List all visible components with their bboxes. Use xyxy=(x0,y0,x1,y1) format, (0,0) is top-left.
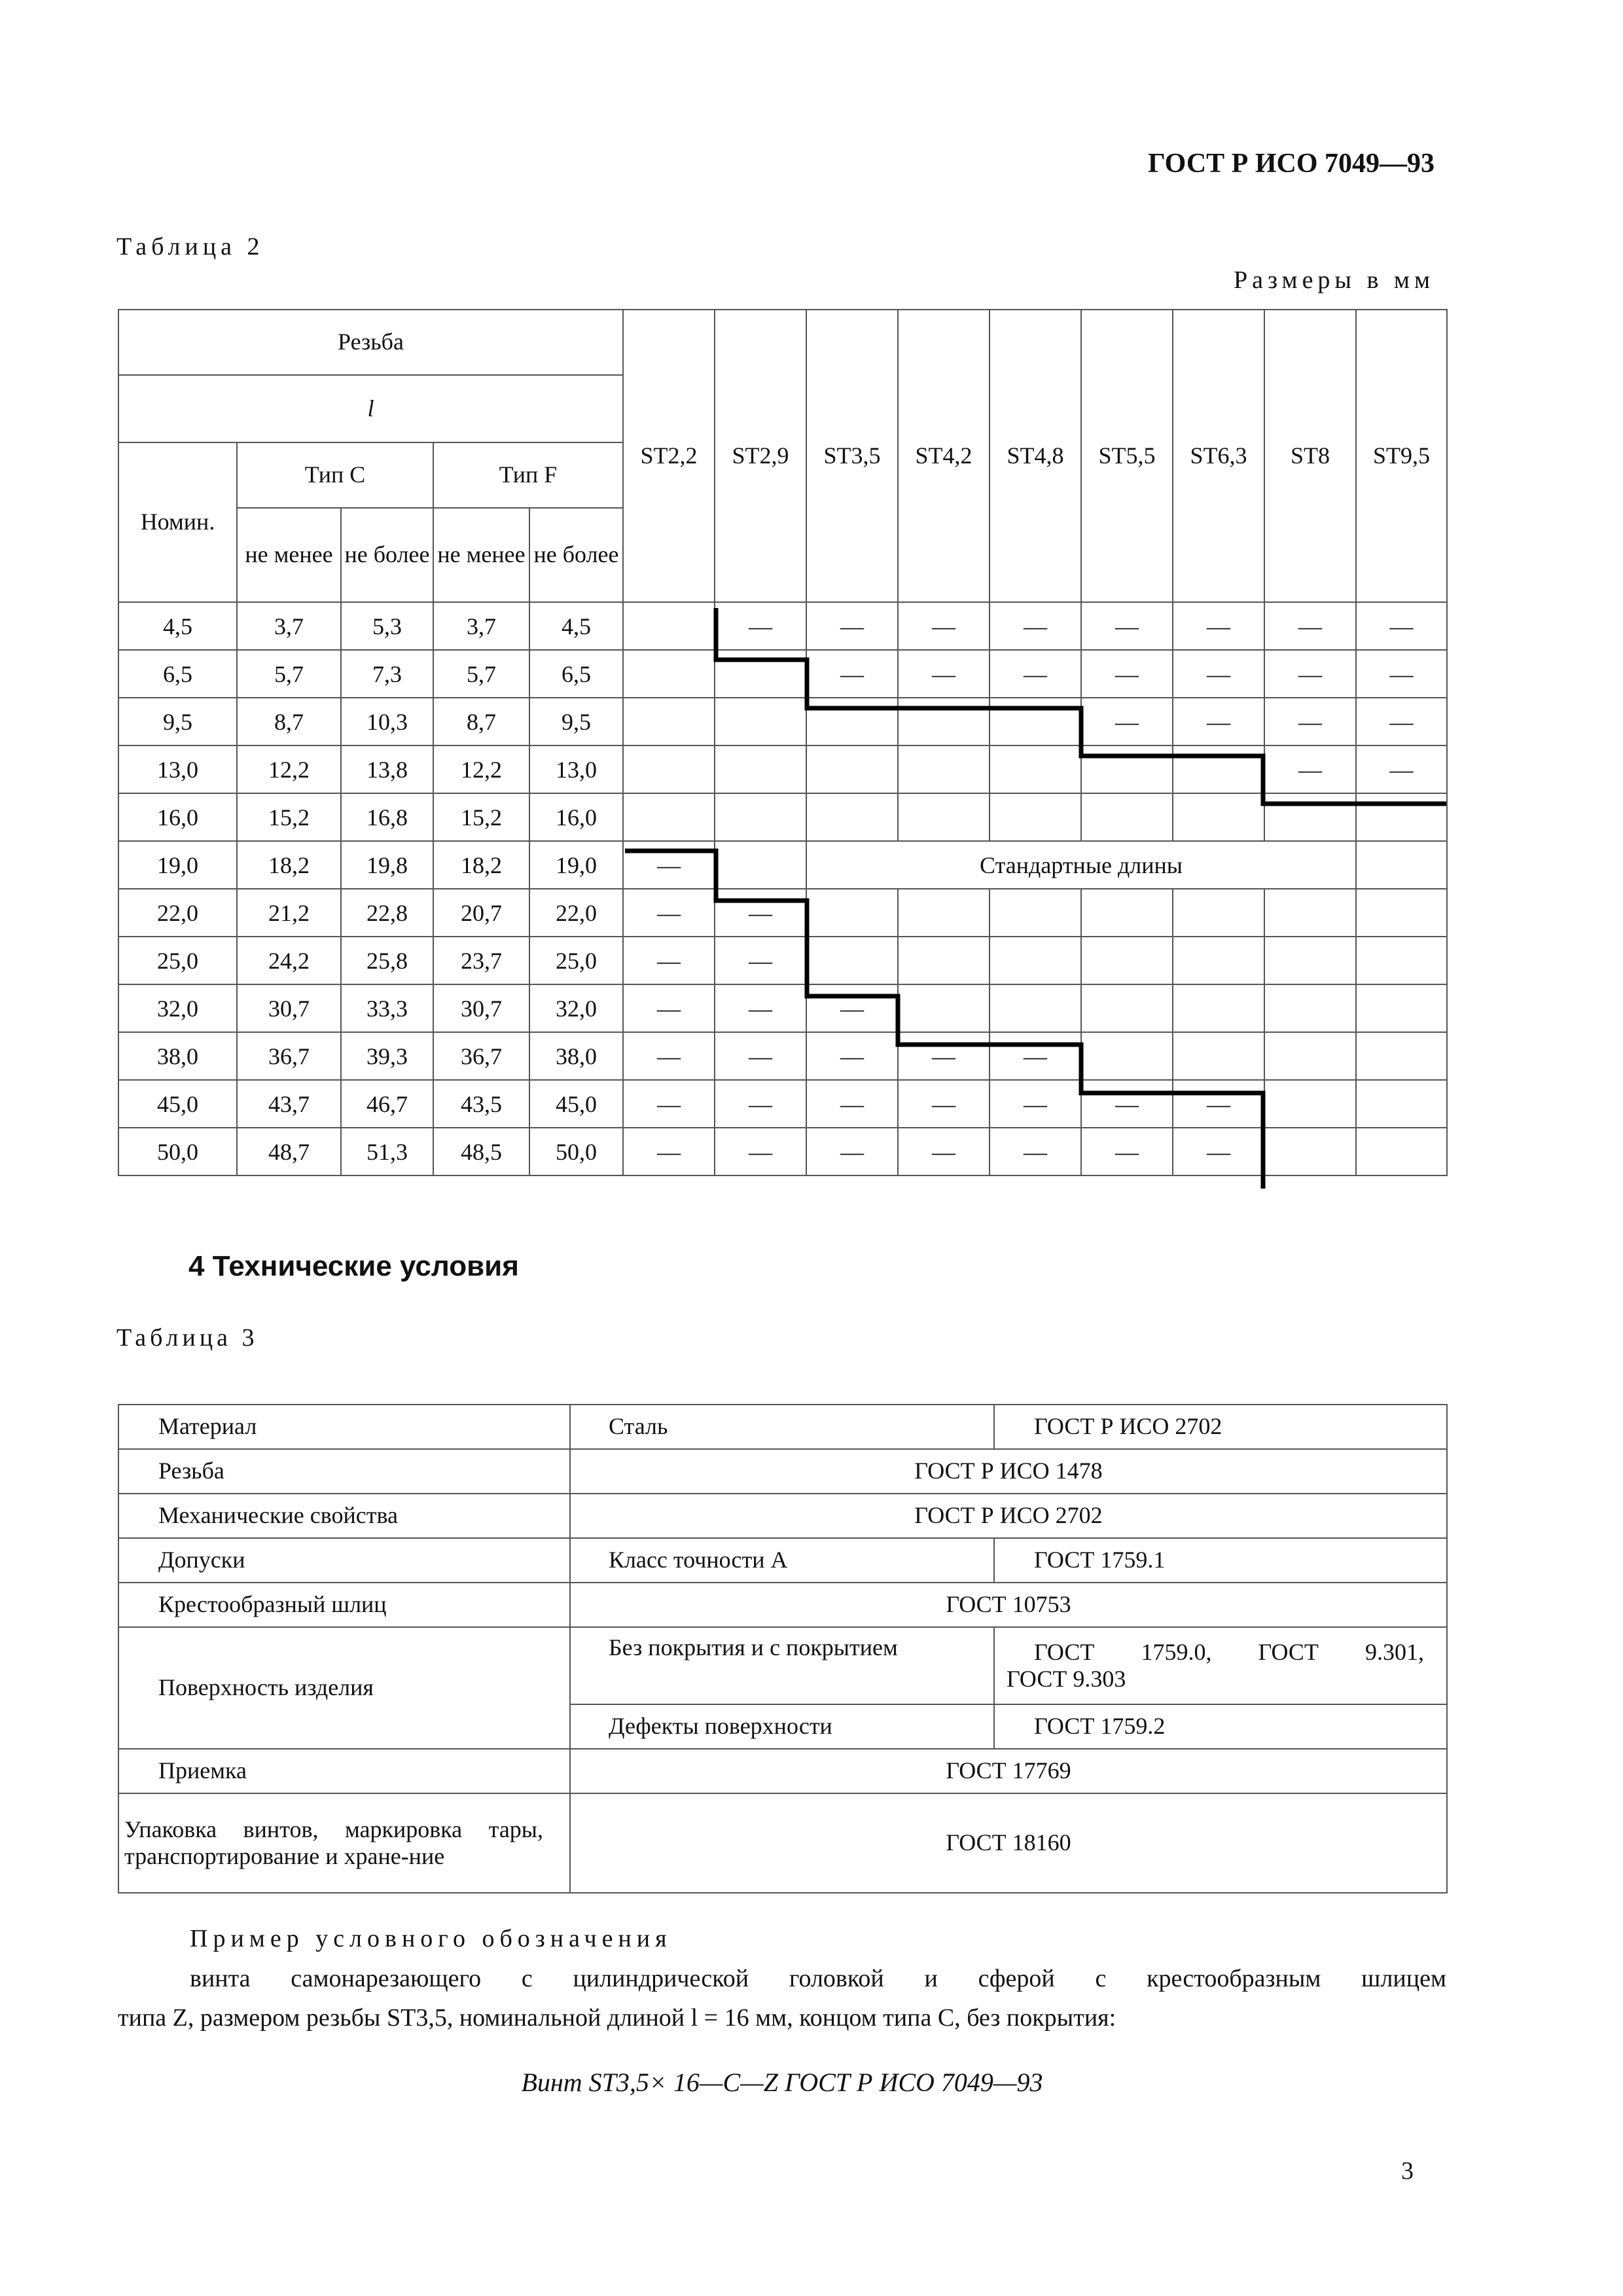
matrix-cell xyxy=(990,793,1081,841)
matrix-cell xyxy=(1356,1080,1447,1128)
table-row xyxy=(118,793,1447,841)
length-limit: 15,2 xyxy=(433,793,529,841)
matrix-cell: — xyxy=(898,1080,990,1128)
matrix-cell xyxy=(806,745,898,793)
table-row xyxy=(118,1627,1447,1704)
matrix-cell: — xyxy=(715,984,806,1032)
matrix-cell: — xyxy=(1081,698,1173,745)
table-row xyxy=(118,1749,1447,1793)
matrix-cell xyxy=(1264,937,1356,984)
matrix-cell: — xyxy=(1356,650,1447,698)
section-title: 4 Технические условия xyxy=(188,1250,519,1282)
matrix-cell xyxy=(990,745,1081,793)
length-limit: 19,8 xyxy=(341,841,433,889)
example-text xyxy=(118,1959,1446,2037)
length-limit: 18,2 xyxy=(433,841,529,889)
matrix-cell xyxy=(990,937,1081,984)
length-limit: 22,8 xyxy=(341,889,433,937)
matrix-cell: — xyxy=(806,1080,898,1128)
row-label: Механические свойства xyxy=(118,1494,570,1538)
matrix-cell xyxy=(715,841,806,889)
matrix-cell xyxy=(990,984,1081,1032)
length-limit: 20,7 xyxy=(433,889,529,937)
table-row xyxy=(118,1032,1447,1080)
row-standard: ГОСТ 10753 xyxy=(570,1583,1447,1627)
matrix-cell: — xyxy=(1173,1080,1264,1128)
matrix-cell: — xyxy=(1173,602,1264,650)
max-header: не более xyxy=(341,508,433,602)
matrix-cell xyxy=(898,937,990,984)
matrix-cell: — xyxy=(806,602,898,650)
table-row xyxy=(118,698,1447,745)
row-label: Поверхность изделия xyxy=(118,1627,570,1749)
matrix-cell xyxy=(898,745,990,793)
row-value: Класс точности А xyxy=(570,1538,994,1583)
matrix-cell: — xyxy=(1264,745,1356,793)
matrix-cell xyxy=(1264,1080,1356,1128)
example-line1: винта самонарезающего с цилиндрической головкой и сферой с крестообразным шлицем xyxy=(190,1965,1446,1992)
length-limit: 16,8 xyxy=(341,793,433,841)
length-header: l xyxy=(118,375,623,442)
length-limit: 4,5 xyxy=(529,602,623,650)
matrix-cell xyxy=(898,889,990,937)
thread-header: Резьба xyxy=(118,310,623,375)
table-row xyxy=(118,1494,1447,1538)
matrix-cell xyxy=(990,889,1081,937)
row-value: Сталь xyxy=(570,1405,994,1449)
nominal-length: 32,0 xyxy=(118,984,237,1032)
length-limit: 5,7 xyxy=(433,650,529,698)
matrix-cell: — xyxy=(1356,602,1447,650)
length-limit: 39,3 xyxy=(341,1032,433,1080)
matrix-cell: — xyxy=(1264,602,1356,650)
col-header: ST5,5 xyxy=(1081,310,1173,602)
matrix-cell xyxy=(1081,1032,1173,1080)
matrix-cell: — xyxy=(715,602,806,650)
length-limit: 6,5 xyxy=(529,650,623,698)
pack-label-text: Упаковка винтов, маркировка тары, транспортирование и хране-ние xyxy=(124,1816,543,1869)
length-limit: 23,7 xyxy=(433,937,529,984)
nominal-length: 6,5 xyxy=(118,650,237,698)
matrix-cell xyxy=(1173,1032,1264,1080)
col-header: ST4,8 xyxy=(990,310,1081,602)
table-row xyxy=(118,1538,1447,1583)
matrix-cell: — xyxy=(623,1080,715,1128)
matrix-cell xyxy=(1356,937,1447,984)
matrix-cell xyxy=(1173,745,1264,793)
example-heading: Пример условного обозначения xyxy=(190,1925,672,1952)
matrix-cell: — xyxy=(1173,1128,1264,1175)
matrix-cell: — xyxy=(715,937,806,984)
row-standard: ГОСТ Р ИСО 2702 xyxy=(570,1494,1447,1538)
nominal-length: 50,0 xyxy=(118,1128,237,1175)
matrix-cell xyxy=(623,745,715,793)
table2-caption: Таблица 2 xyxy=(116,233,264,260)
length-limit: 19,0 xyxy=(529,841,623,889)
matrix-cell: — xyxy=(715,1128,806,1175)
table-row xyxy=(118,602,1447,650)
row-standard: ГОСТ Р ИСО 1478 xyxy=(570,1449,1447,1494)
example-line2: типа Z, размером резьбы ST3,5, номинальной длиной l = 16 мм, концом типа С, без покрытия: xyxy=(118,2004,1116,2032)
designation-example: Винт ST3,5× 16—С—Z ГОСТ Р ИСО 7049—93 xyxy=(521,2068,1043,2097)
length-limit: 46,7 xyxy=(341,1080,433,1128)
col-header: ST8 xyxy=(1264,310,1356,602)
length-limit: 22,0 xyxy=(529,889,623,937)
matrix-cell xyxy=(1081,984,1173,1032)
matrix-cell: — xyxy=(623,841,715,889)
matrix-cell: — xyxy=(898,1032,990,1080)
length-limit: 43,5 xyxy=(433,1080,529,1128)
row-standard: ГОСТ 17769 xyxy=(570,1749,1447,1793)
length-limit: 33,3 xyxy=(341,984,433,1032)
length-limit: 38,0 xyxy=(529,1032,623,1080)
standard-lengths-label: Стандартные длины xyxy=(806,841,1356,889)
row-standard xyxy=(994,1627,1447,1704)
matrix-cell: — xyxy=(715,889,806,937)
matrix-cell: — xyxy=(1264,698,1356,745)
table2-units: Размеры в мм xyxy=(1234,266,1435,294)
length-limit: 18,2 xyxy=(237,841,341,889)
length-limit: 50,0 xyxy=(529,1128,623,1175)
nominal-length: 13,0 xyxy=(118,745,237,793)
matrix-cell: — xyxy=(623,1032,715,1080)
matrix-cell: — xyxy=(806,1128,898,1175)
type-f-header: Тип F xyxy=(433,442,623,508)
length-limit: 21,2 xyxy=(237,889,341,937)
matrix-cell: — xyxy=(715,1032,806,1080)
nominal-length: 45,0 xyxy=(118,1080,237,1128)
matrix-cell: — xyxy=(623,1128,715,1175)
matrix-cell xyxy=(715,698,806,745)
nominal-header: Номин. xyxy=(118,442,237,602)
matrix-cell: — xyxy=(623,984,715,1032)
col-header: ST9,5 xyxy=(1356,310,1447,602)
length-limit: 45,0 xyxy=(529,1080,623,1128)
matrix-cell: — xyxy=(623,889,715,937)
length-limit: 24,2 xyxy=(237,937,341,984)
length-limit: 9,5 xyxy=(529,698,623,745)
matrix-cell xyxy=(1356,793,1447,841)
coating-standard-line1: ГОСТ 1759.0, ГОСТ 9.301, xyxy=(1034,1638,1424,1665)
matrix-cell: — xyxy=(1264,650,1356,698)
table-row xyxy=(118,984,1447,1032)
matrix-cell: — xyxy=(990,1032,1081,1080)
length-limit: 36,7 xyxy=(433,1032,529,1080)
length-limit: 48,5 xyxy=(433,1128,529,1175)
table-row xyxy=(118,889,1447,937)
length-limit: 8,7 xyxy=(433,698,529,745)
length-limit: 13,8 xyxy=(341,745,433,793)
row-value: Дефекты поверхности xyxy=(570,1704,994,1749)
nominal-length: 16,0 xyxy=(118,793,237,841)
matrix-cell: — xyxy=(898,650,990,698)
row-standard: ГОСТ 1759.2 xyxy=(994,1704,1447,1749)
length-limit: 12,2 xyxy=(433,745,529,793)
matrix-cell xyxy=(806,889,898,937)
nominal-length: 4,5 xyxy=(118,602,237,650)
nominal-length: 38,0 xyxy=(118,1032,237,1080)
table3 xyxy=(118,1404,1448,1893)
matrix-cell xyxy=(1356,984,1447,1032)
length-limit: 43,7 xyxy=(237,1080,341,1128)
matrix-cell xyxy=(1356,1032,1447,1080)
matrix-cell: — xyxy=(1081,1080,1173,1128)
length-limit: 3,7 xyxy=(433,602,529,650)
matrix-cell xyxy=(898,698,990,745)
coating-standard-line2: ГОСТ 9.303 xyxy=(1007,1666,1126,1692)
length-limit: 16,0 xyxy=(529,793,623,841)
matrix-cell xyxy=(715,745,806,793)
matrix-cell: — xyxy=(1356,698,1447,745)
matrix-cell xyxy=(623,650,715,698)
row-label: Приемка xyxy=(118,1749,570,1793)
matrix-cell xyxy=(1081,793,1173,841)
page-number: 3 xyxy=(1401,2157,1414,2185)
row-label: Резьба xyxy=(118,1449,570,1494)
length-limit: 5,7 xyxy=(237,650,341,698)
length-limit: 30,7 xyxy=(433,984,529,1032)
length-limit: 25,8 xyxy=(341,937,433,984)
length-limit: 12,2 xyxy=(237,745,341,793)
length-limit: 7,3 xyxy=(341,650,433,698)
matrix-cell xyxy=(1356,841,1447,889)
col-header: ST2,9 xyxy=(715,310,806,602)
nominal-length: 9,5 xyxy=(118,698,237,745)
matrix-cell: — xyxy=(623,937,715,984)
length-limit: 3,7 xyxy=(237,602,341,650)
matrix-cell xyxy=(1264,793,1356,841)
matrix-cell xyxy=(1356,889,1447,937)
table-row xyxy=(118,1583,1447,1627)
matrix-cell: — xyxy=(806,984,898,1032)
row-label: Допуски xyxy=(118,1538,570,1583)
max-header: не более xyxy=(529,508,623,602)
table-row xyxy=(118,1793,1447,1893)
table-row xyxy=(118,841,1447,889)
matrix-cell xyxy=(806,937,898,984)
matrix-cell: — xyxy=(1081,1128,1173,1175)
matrix-cell: — xyxy=(990,650,1081,698)
matrix-cell: — xyxy=(990,1128,1081,1175)
length-limit: 51,3 xyxy=(341,1128,433,1175)
matrix-cell: — xyxy=(898,1128,990,1175)
matrix-cell xyxy=(1264,1128,1356,1175)
matrix-cell: — xyxy=(990,602,1081,650)
matrix-cell: — xyxy=(898,602,990,650)
row-standard: ГОСТ 18160 xyxy=(570,1793,1447,1893)
matrix-cell xyxy=(806,793,898,841)
table3-caption: Таблица 3 xyxy=(116,1324,259,1352)
matrix-cell xyxy=(1081,889,1173,937)
matrix-cell: — xyxy=(1081,602,1173,650)
table-row xyxy=(118,1449,1447,1494)
document-code: ГОСТ Р ИСО 7049—93 xyxy=(1147,149,1435,179)
length-limit: 10,3 xyxy=(341,698,433,745)
matrix-cell xyxy=(1264,1032,1356,1080)
matrix-cell xyxy=(1081,937,1173,984)
row-value: Без покрытия и с покрытием xyxy=(570,1627,994,1704)
matrix-cell xyxy=(1173,793,1264,841)
length-limit: 48,7 xyxy=(237,1128,341,1175)
length-limit: 36,7 xyxy=(237,1032,341,1080)
min-header: не менее xyxy=(433,508,529,602)
table-row xyxy=(118,1405,1447,1449)
nominal-length: 25,0 xyxy=(118,937,237,984)
length-limit: 8,7 xyxy=(237,698,341,745)
length-limit: 30,7 xyxy=(237,984,341,1032)
matrix-cell xyxy=(623,602,715,650)
table2 xyxy=(118,309,1448,1176)
matrix-cell: — xyxy=(1081,650,1173,698)
table-row xyxy=(118,745,1447,793)
matrix-cell xyxy=(1173,984,1264,1032)
matrix-cell xyxy=(623,698,715,745)
length-limit: 15,2 xyxy=(237,793,341,841)
col-header: ST4,2 xyxy=(898,310,990,602)
matrix-cell xyxy=(1356,1128,1447,1175)
matrix-cell xyxy=(1264,889,1356,937)
matrix-cell: — xyxy=(806,650,898,698)
matrix-cell xyxy=(898,984,990,1032)
nominal-length: 22,0 xyxy=(118,889,237,937)
matrix-cell xyxy=(990,698,1081,745)
matrix-cell xyxy=(1173,889,1264,937)
row-standard: ГОСТ 1759.1 xyxy=(994,1538,1447,1583)
matrix-cell: — xyxy=(715,1080,806,1128)
row-label: Материал xyxy=(118,1405,570,1449)
length-limit: 13,0 xyxy=(529,745,623,793)
col-header: ST3,5 xyxy=(806,310,898,602)
matrix-cell xyxy=(623,793,715,841)
row-standard: ГОСТ Р ИСО 2702 xyxy=(994,1405,1447,1449)
matrix-cell: — xyxy=(1173,650,1264,698)
table-row xyxy=(118,650,1447,698)
nominal-length: 19,0 xyxy=(118,841,237,889)
matrix-cell xyxy=(898,793,990,841)
matrix-cell: — xyxy=(806,1032,898,1080)
matrix-cell xyxy=(715,793,806,841)
table-row xyxy=(118,1080,1447,1128)
type-c-header: Тип С xyxy=(237,442,433,508)
row-label xyxy=(118,1793,570,1893)
table-row xyxy=(118,937,1447,984)
col-header: ST6,3 xyxy=(1173,310,1264,602)
matrix-cell xyxy=(1264,984,1356,1032)
table2-body xyxy=(118,602,1447,1175)
min-header: не менее xyxy=(237,508,341,602)
length-limit: 25,0 xyxy=(529,937,623,984)
length-limit: 5,3 xyxy=(341,602,433,650)
col-header: ST2,2 xyxy=(623,310,715,602)
matrix-cell: — xyxy=(1356,745,1447,793)
matrix-cell: — xyxy=(1173,698,1264,745)
matrix-cell xyxy=(1081,745,1173,793)
matrix-cell: — xyxy=(990,1080,1081,1128)
table-row xyxy=(118,1128,1447,1175)
length-limit: 32,0 xyxy=(529,984,623,1032)
matrix-cell xyxy=(806,698,898,745)
matrix-cell xyxy=(715,650,806,698)
row-label: Крестообразный шлиц xyxy=(118,1583,570,1627)
matrix-cell xyxy=(1173,937,1264,984)
